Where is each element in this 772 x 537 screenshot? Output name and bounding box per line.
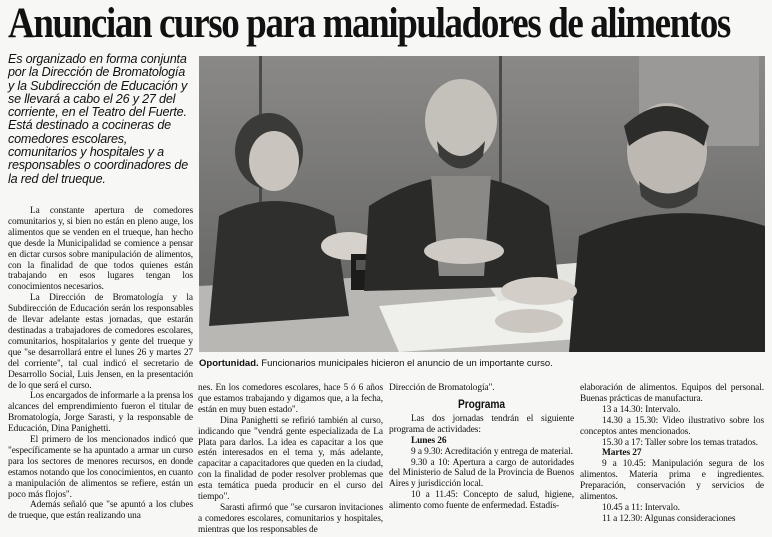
caption-label: Oportunidad. [199, 358, 259, 369]
paragraph: La Dirección de Bromatología y la Subdirección de Educación serán los responsables de llevar adelante estas jornadas, que estarán destinadas a trabajadores de comedores escolares, comunitarios, hospitalarios y gente del trueque y que "se desarrollará entre el lunes 26 y martes 27 del corriente", tal cual indicó el secretario de Desarrollo Social, Luis Jensen, en la presentación de lo que será el curso. [8, 293, 193, 391]
program-item: 9 a 10.45: Manipulación segura de los alimentos. Materia prima e ingredientes. Preparación, conservación y servicios de alimentos. [580, 459, 764, 503]
program-item: 10 a 11.45: Concepto de salud, higiene, alimento como fuente de enfermedad. Estadís- [389, 490, 574, 512]
paragraph: La constante apertura de comedores comunitarios y, si bien no están en pleno auge, los alimentos que se venden en el trueque, han hecho que desde la Municipalidad se comience a pensar en dictar cursos sobre manipulación de alimentos, con la finalidad de que todos quienes están trabajando en esos lugares tengan los conocimientos necesarios. [8, 206, 193, 293]
program-title: Programa [458, 396, 505, 411]
program-item: 14.30 a 15.30: Video ilustrativo sobre los conceptos antes mencionados. [580, 415, 764, 437]
program-day-2: Martes 27 [602, 448, 642, 459]
program-item: elaboración de alimentos. Equipos del personal. Buenas prácticas de manufactura. [580, 383, 764, 404]
photo-illustration [199, 56, 765, 352]
article-column-1 [8, 206, 193, 522]
photo-caption [199, 358, 765, 370]
headline: Anuncian curso para manipuladores de alimentos [8, 0, 730, 47]
lead-paragraph: Es organizado en forma conjunta por la Dirección de Bromatología y la Subdirección de Educación y se llevará a cabo el 26 y 27 del corriente, en el Teatro del Fuerte. Está destinado a cocineras de comedores escolares, comunitarios y hospitales y a responsables o coordinadores de la red del trueque. [8, 52, 189, 186]
program-item: 9 a 9.30: Acreditación y entrega de material. [411, 446, 573, 457]
paragraph: El primero de los mencionados indicó que "específicamente se ha apuntado a armar un curso para los sectores de menores recursos, en donde estamos notando que los conocimientos, en cuanto a manipulación de alimentos se refiere, están un poco más flojos". [8, 435, 194, 500]
paragraph: Dina Panighetti se refirió también al curso, indicando que "vendrá gente especializada de La Plata para darlos. La idea es capacitar a los que estén interesados en el tema y, más adelante, capacitar a capacitadores que queden en la ciudad, con la finalidad de poder resolver problemas que esta temática pueda producir en el curso del tiempo". [198, 415, 383, 503]
paragraph: Sarasti afirmó que "se cursaron invitaciones a comedores escolares, comunitarios y hospitales, mientras que los responsables de [198, 502, 383, 535]
article-column-3 [389, 383, 574, 512]
article-column-4 [580, 383, 764, 525]
paragraph: Dirección de Bromatología". [389, 383, 495, 393]
article-column-2 [198, 383, 383, 536]
paragraph: nes. En los comedores escolares, hace 5 ó 6 años que estamos trabajando y digamos que, a la fecha, están en muy buen estado". [198, 383, 383, 415]
caption-text: Funcionarios municipales hicieron el anuncio de un importante curso. [258, 358, 553, 369]
program-item: 15.30 a 17: Taller sobre los temas tratados. [602, 437, 758, 448]
paragraph: Los encargados de informarle a la prensa los alcances del emprendimiento fueron el titular de Bromatología, Jorge Sarasti, y la responsable de Educación, Dina Panighetti. [8, 391, 193, 435]
program-day-1: Lunes 26 [411, 435, 447, 446]
program-item: 10.45 a 11: Intervalo. [602, 502, 680, 513]
paragraph: Las dos jornadas tendrán el siguiente programa de actividades: [389, 413, 574, 435]
news-photo [199, 56, 765, 352]
paragraph: Además señaló que "se apuntó a los clubes de trueque, que están realizando una [8, 500, 193, 522]
program-item: 13 a 14.30: Intervalo. [602, 404, 681, 415]
program-item: 11 a 12.30: Algunas consideraciones [602, 513, 736, 524]
program-item: 9.30 a 10: Apertura a cargo de autoridades del Ministerio de Salud de la Provincia de Buenos Aires y jurisdicción local. [389, 457, 574, 490]
